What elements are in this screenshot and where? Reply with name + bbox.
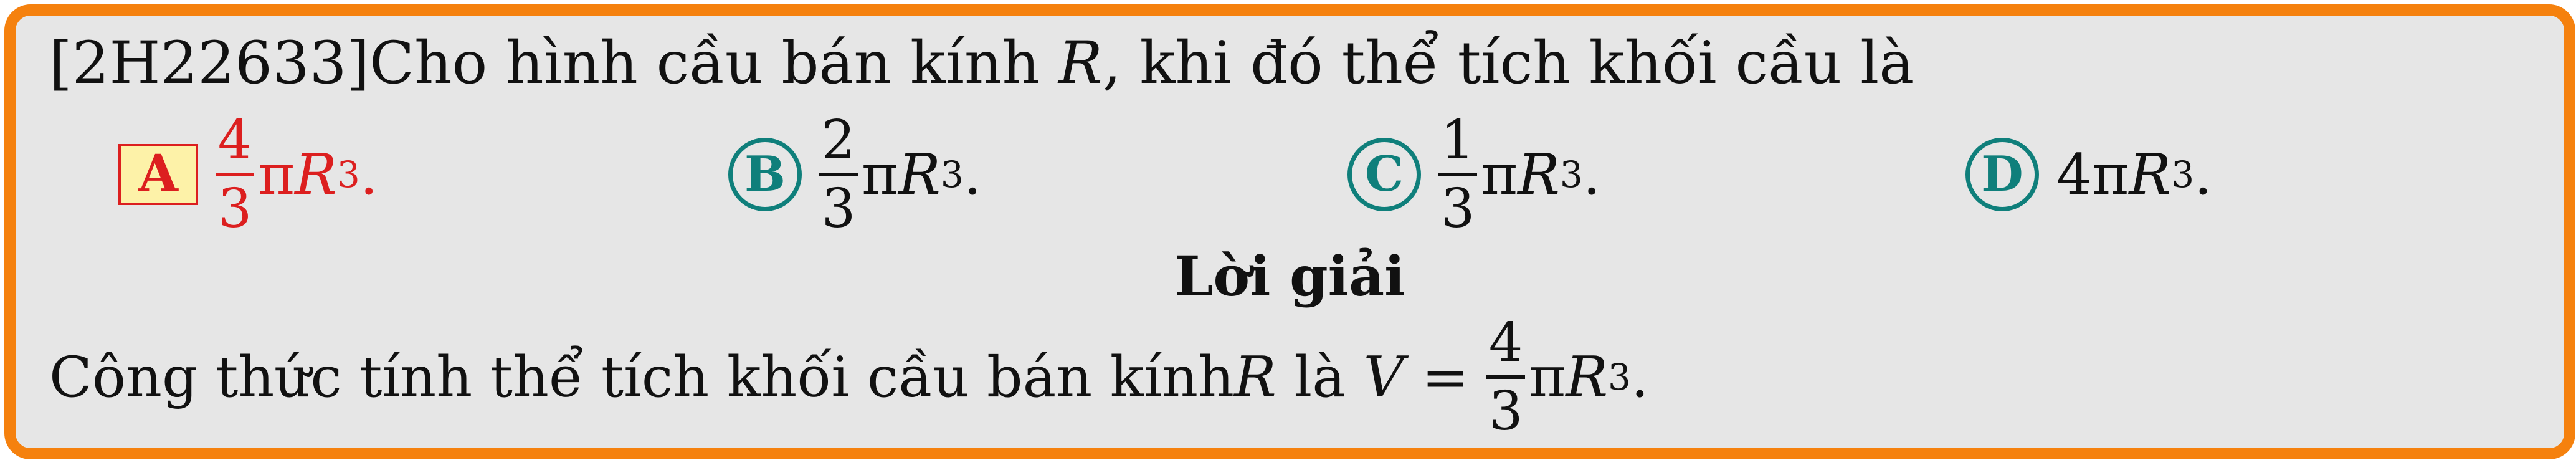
choice-d-var: R [2129, 141, 2172, 208]
question-stem: Cho hình cầu bán kính [369, 29, 1058, 97]
choice-d[interactable] [1965, 103, 2212, 246]
solution-end: . [1630, 344, 1649, 410]
choice-a[interactable] [118, 103, 378, 246]
fraction-bar [216, 173, 254, 176]
solution-var-r: R [1234, 344, 1276, 410]
solution-var-v: V [1363, 344, 1404, 410]
solution-text: Công thức tính thể tích khối cầu bán kính R là V = 4 3 π R 3 . [49, 312, 1649, 443]
solution-stem: Công thức tính thể tích khối cầu bán kính [49, 344, 1235, 410]
choice-c-denominator: 3 [1440, 178, 1475, 240]
choice-d-expression: 4 π R 3 . [2056, 141, 2212, 208]
fraction-bar [1438, 173, 1477, 176]
choice-b-expression: 2 3 π R 3 . [819, 110, 981, 239]
solution-denominator: 3 [1488, 380, 1523, 443]
choice-d-coef: 4 [2056, 141, 2093, 208]
choice-b-end: . [963, 141, 982, 208]
choice-c-end: . [1582, 141, 1601, 208]
solution-pi: π [1529, 344, 1566, 410]
question-card [4, 4, 2575, 459]
choice-b[interactable] [728, 103, 981, 246]
choice-a-marker[interactable]: A [118, 144, 198, 205]
choice-b-var: R [898, 141, 941, 208]
choice-a-var: R [295, 141, 337, 208]
choice-c-marker[interactable]: C [1347, 138, 1421, 211]
solution-mid: là [1276, 344, 1364, 410]
choice-a-denominator: 3 [217, 178, 252, 240]
choice-c[interactable] [1347, 103, 1600, 246]
fraction-bar [819, 173, 858, 176]
choice-c-pi: π [1481, 141, 1518, 208]
choice-c-expression: 1 3 π R 3 . [1438, 110, 1600, 239]
choice-a-end: . [359, 141, 378, 208]
solution-equals: = [1404, 344, 1487, 410]
choice-a-expression: 4 3 π R 3 . [216, 110, 378, 239]
choice-b-fraction [819, 110, 858, 239]
choice-b-pi: π [862, 141, 899, 208]
choice-a-pi: π [258, 141, 295, 208]
choice-a-numerator: 4 [217, 109, 252, 171]
fraction-bar [1486, 375, 1525, 379]
choice-b-numerator: 2 [821, 109, 856, 171]
question-var-r: R [1058, 29, 1103, 97]
choice-d-pi: π [2092, 141, 2129, 208]
question-text [49, 29, 1914, 98]
choice-b-denominator: 3 [821, 178, 856, 240]
solution-heading: Lời giải [1174, 244, 1405, 309]
choice-a-fraction [216, 110, 254, 239]
choice-c-fraction [1438, 110, 1477, 239]
choice-c-numerator: 1 [1440, 109, 1475, 171]
solution-numerator: 4 [1488, 312, 1523, 374]
solution-var-r2: R [1566, 344, 1609, 410]
question-stem-end: , khi đó thể tích khối cầu là [1102, 29, 1914, 97]
choice-b-marker[interactable]: B [728, 138, 802, 211]
choice-d-marker[interactable]: D [1965, 138, 2039, 211]
choice-c-var: R [1518, 141, 1560, 208]
choice-d-end: . [2194, 141, 2212, 208]
question-code: [2H22633] [49, 29, 370, 97]
solution-fraction [1486, 313, 1525, 441]
